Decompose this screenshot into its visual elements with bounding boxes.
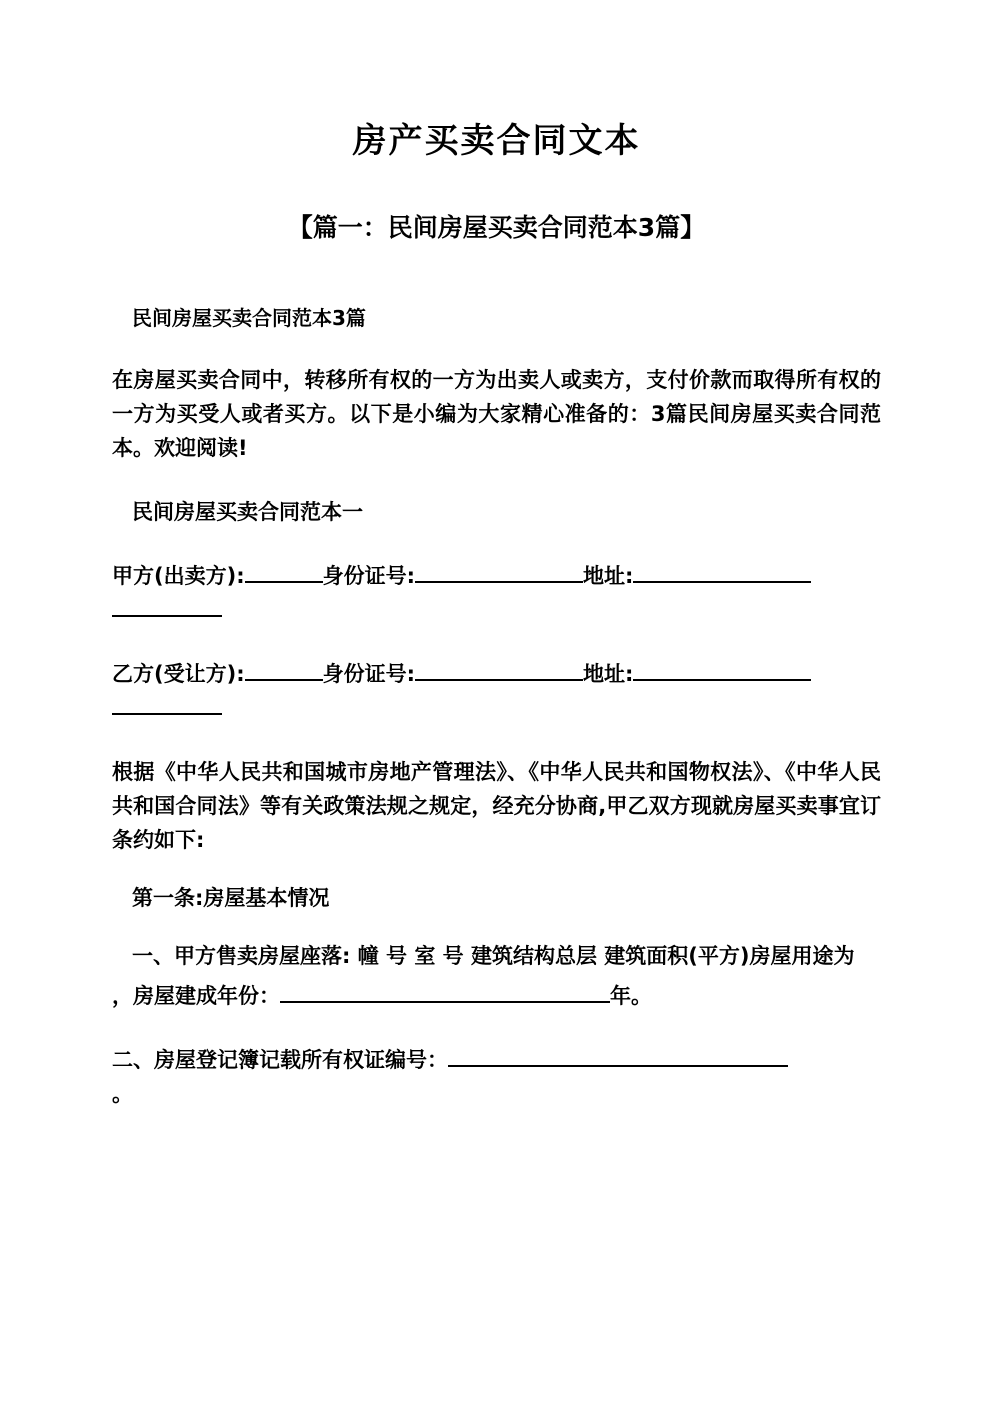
party-a-id-label: 身份证号: <box>322 563 415 588</box>
party-a-id-blank <box>415 581 583 583</box>
article-one-heading: 第一条:房屋基本情况 <box>132 885 330 910</box>
party-a-label: 甲方(出卖方): <box>112 563 245 588</box>
page-title: 房产买卖合同文本 <box>352 121 641 161</box>
party-a-address-label: 地址: <box>583 563 634 588</box>
party-b-address-blank <box>633 679 811 681</box>
party-b-line <box>112 657 881 725</box>
party-b-address-blank-cont <box>112 713 222 715</box>
section-heading: 民间房屋买卖合同范本3篇 <box>132 305 366 330</box>
ownership-cert-blank <box>448 1065 788 1067</box>
party-b-name-blank <box>245 679 323 681</box>
party-a-address-blank-cont <box>112 615 222 617</box>
house-built-year-blank <box>280 1001 610 1003</box>
house-built-year-suffix: 年。 <box>610 983 652 1008</box>
party-a-name-blank <box>245 581 323 583</box>
party-b-id-label: 身份证号: <box>322 661 415 686</box>
house-built-year-label: ，房屋建成年份： <box>112 983 280 1008</box>
article-one-item-one: 一、甲方售卖房屋座落: 幢 号 室 号 建筑结构总层 建筑面积(平方)房屋用途为 <box>132 943 855 968</box>
party-b-address-label: 地址: <box>583 661 634 686</box>
document-subtitle: 【篇一：民间房屋买卖合同范本3篇】 <box>287 212 706 242</box>
sample-heading: 民间房屋买卖合同范本一 <box>132 499 363 524</box>
legal-basis-paragraph: 根据《中华人民共和国城市房地产管理法》、《中华人民共和国物权法》、《中华人民共和国合同法》等有关政策法规之规定，经充分协商,甲乙双方现就房屋买卖事宜订条约如下: <box>112 759 881 852</box>
intro-paragraph: 在房屋买卖合同中，转移所有权的一方为出卖人或卖方，支付价款而取得所有权的一方为买受人或者买方。以下是小编为大家精心准备的：3篇民间房屋买卖合同范本。欢迎阅读! <box>112 367 881 460</box>
ownership-cert-line <box>112 1043 881 1111</box>
house-built-year-line <box>112 979 881 1013</box>
party-a-line <box>112 559 881 627</box>
party-b-id-blank <box>415 679 583 681</box>
party-a-address-blank <box>633 581 811 583</box>
ownership-cert-label: 二、房屋登记簿记载所有权证编号： <box>112 1047 448 1072</box>
ownership-cert-suffix: 。 <box>112 1081 133 1106</box>
party-b-label: 乙方(受让方): <box>112 661 245 686</box>
